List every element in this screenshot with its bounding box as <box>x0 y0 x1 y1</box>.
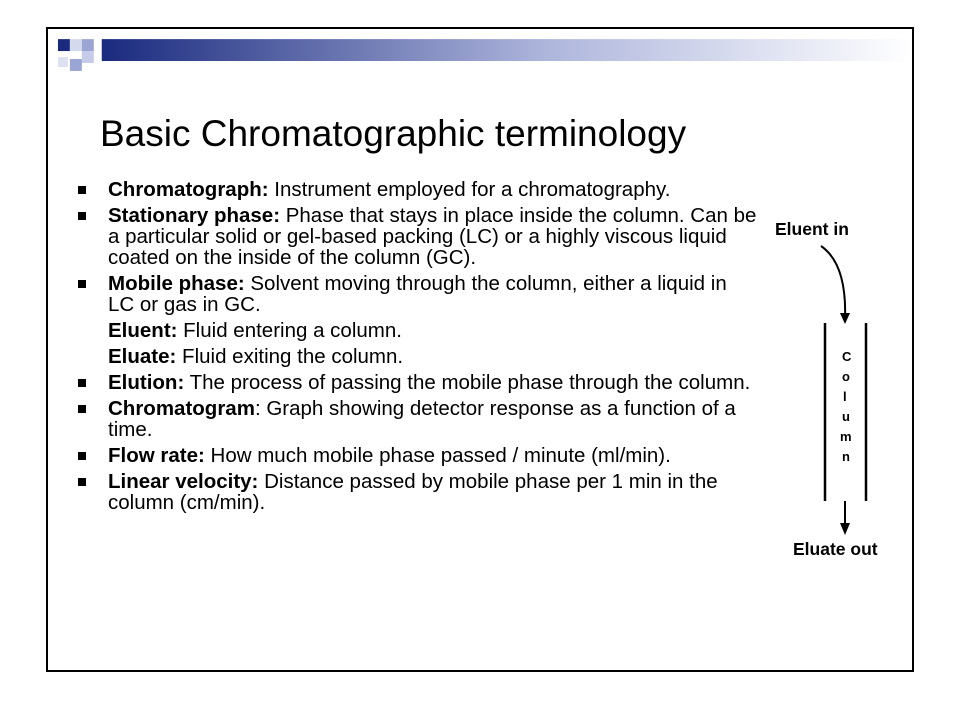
sub-item <box>78 346 758 367</box>
definition: : Graph showing detector response as a function of a time. <box>108 397 736 441</box>
arrow-head <box>840 523 850 535</box>
term: Eluent: <box>108 319 178 342</box>
list-item <box>78 398 758 440</box>
sub-item <box>78 320 758 341</box>
term: Linear velocity: <box>108 470 259 493</box>
definition: Fluid entering a column. <box>177 319 402 342</box>
header-gradient-band <box>48 29 912 99</box>
eluent-in-label: Eluent in <box>775 219 849 239</box>
list-item <box>78 179 758 200</box>
deco-square <box>58 57 68 67</box>
definition: Phase that stays in place inside the column. Can be a particular solid or gel-based packing (LC) or a highly viscous liquid coated on the inside of the column (GC). <box>108 204 757 269</box>
definition: Solvent moving through the column, either a liquid in LC or gas in GC. <box>108 272 727 316</box>
slide <box>46 27 914 672</box>
header-bar <box>102 39 912 61</box>
column-diagram <box>767 209 907 559</box>
bullet-icon <box>78 212 86 220</box>
bullet-icon <box>78 379 86 387</box>
term: Chromatograph: <box>108 178 269 201</box>
definition: Fluid exiting the column. <box>176 345 404 368</box>
term: Chromatogram <box>108 397 255 420</box>
definition: How much mobile phase passed / minute (ml/min). <box>204 444 671 467</box>
list-item <box>78 445 758 466</box>
bullet-list <box>78 179 758 518</box>
column-letter: o <box>842 369 850 384</box>
slide-title: Basic Chromatographic terminology <box>100 113 687 154</box>
column-letter: n <box>842 449 850 464</box>
term: Mobile phase: <box>108 272 245 295</box>
column-diagram-drawing <box>767 209 907 549</box>
list-item <box>78 372 758 393</box>
bullet-icon <box>78 452 86 460</box>
deco-square <box>58 39 70 51</box>
list-item <box>78 273 758 315</box>
bullet-icon <box>78 478 86 486</box>
bullet-icon <box>78 280 86 288</box>
definition: Distance passed by mobile phase per 1 min in the column (cm/min). <box>108 470 718 514</box>
column-letter: m <box>840 429 852 444</box>
column-letter: u <box>842 409 850 424</box>
term: Stationary phase: <box>108 204 281 227</box>
term: Elution: <box>108 371 185 394</box>
definition: Instrument employed for a chromatography. <box>268 178 671 201</box>
deco-square <box>82 39 94 51</box>
list-item <box>78 471 758 513</box>
definition: The process of passing the mobile phase through the column. <box>184 371 751 394</box>
arrow-head <box>840 313 850 324</box>
bullet-icon <box>78 405 86 413</box>
deco-square <box>70 39 82 51</box>
deco-square <box>82 51 94 63</box>
eluate-out-label: Eluate out <box>793 539 878 559</box>
column-letter: l <box>843 389 847 404</box>
column-letter: C <box>842 349 852 364</box>
list-item <box>78 205 758 268</box>
term: Flow rate: <box>108 444 205 467</box>
curved-arrow <box>821 246 845 319</box>
term: Eluate: <box>108 345 177 368</box>
bullet-icon <box>78 186 86 194</box>
deco-square <box>70 59 82 71</box>
